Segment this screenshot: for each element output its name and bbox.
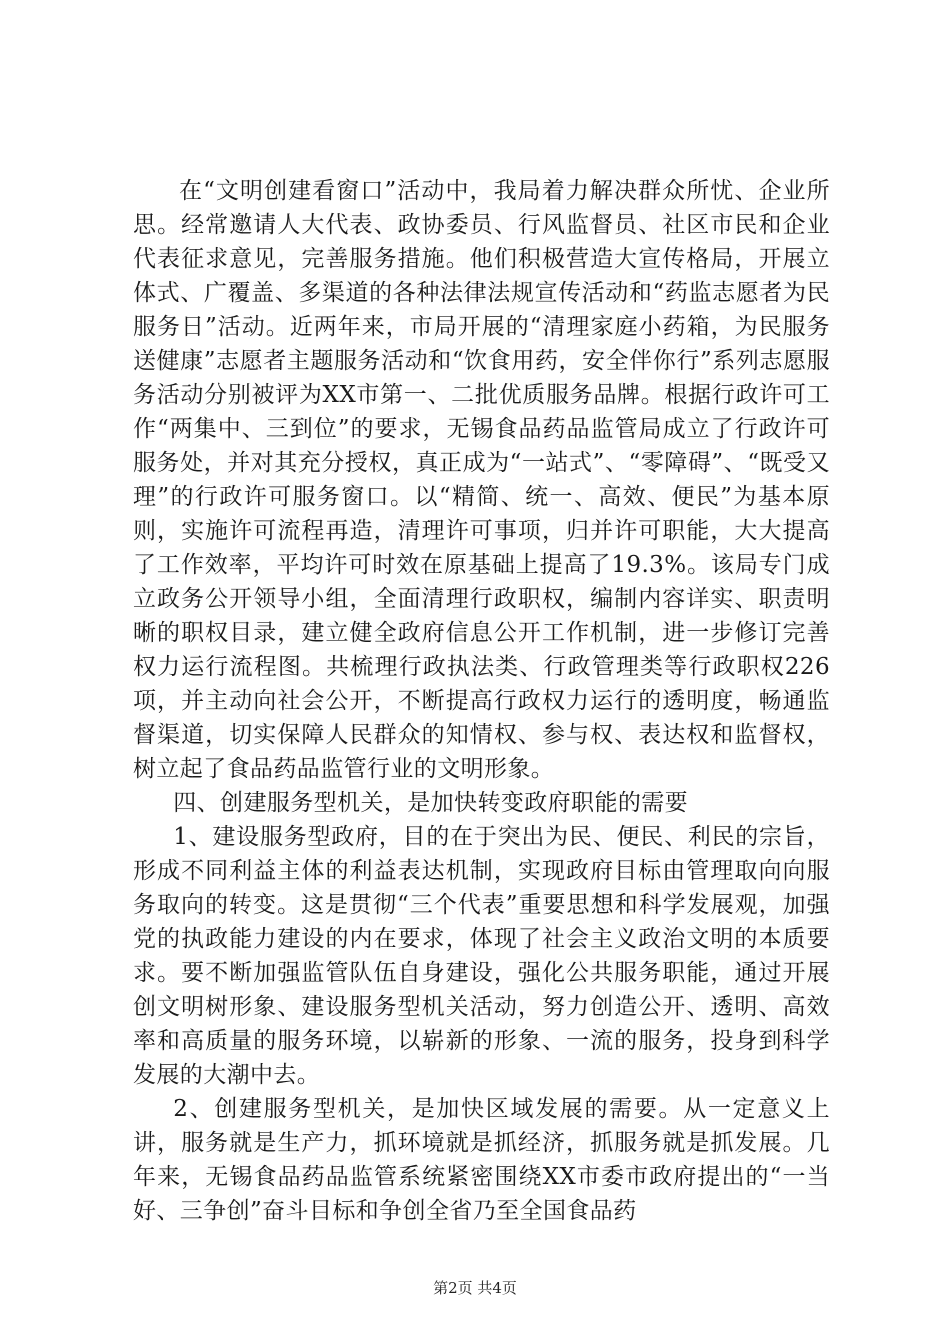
paragraph-window-campaign: 在“文明创建看窗口”活动中，我局着力解决群众所忧、企业所思。经常邀请人大代表、政协委员、行风监督员、社区市民和企业代表征求意见，完善服务措施。他们积极营造大宣传格局，开展立体式、广覆盖、多渠道的各种法律法规宣传活动和“药监志愿者为民服务日”活动。近两年来，市局开展的“清理家庭小药箱，为民服务送健康”志愿者主题服务活动和“饮食用药，安全伴你行”系列志愿服务活动分别被评为XX市第一、二批优质服务品牌。根据行政许可工作“两集中、三到位”的要求，无锡食品药品监管局成立了行政许可服务处，并对其充分授权，真正成为“一站式”、“零障碍”、“既受又理”的行政许可服务窗口。以“精简、统一、高效、便民”为基本原则，实施许可流程再造，清理许可事项，归并许可职能，大大提高了工作效率，平均许可时效在原基础上提高了19.3%。该局专门成立政务公开领导小组，全面清理行政职权，编制内容详实、职责明晰的职权目录，建立健全政府信息公开工作机制，进一步修订完善权力运行流程图。共梳理行政执法类、行政管理类等行政职权226项，并主动向社会公开，不断提高行政权力运行的透明度，畅通监督渠道，切实保障人民群众的知情权、参与权、表达权和监督权，树立起了食品药品监管行业的文明形象。 [133, 178, 830, 782]
page-number-footer: 第2页 共4页 [433, 1279, 517, 1297]
paragraph-point-one: 1、建设服务型政府，目的在于突出为民、便民、利民的宗旨，形成不同利益主体的利益表达机制，实现政府目标由管理取向向服务取向的转变。这是贯彻“三个代表”重要思想和科学发展观，加强党的执政能力建设的内在要求，体现了社会主义政治文明的本质要求。要不断加强监管队伍自身建设，强化公共服务职能，通过开展创文明树形象、建设服务型机关活动，努力创造公开、透明、高效率和高质量的服务环境，以崭新的形象、一流的服务，投身到科学发展的大潮中去。 [133, 824, 830, 1088]
document-body [133, 174, 830, 1228]
section-heading-four: 四、创建服务型机关，是加快转变政府职能的需要 [173, 790, 689, 816]
paragraph-point-two: 2、创建服务型机关，是加快区域发展的需要。从一定意义上讲，服务就是生产力，抓环境就是抓经济，抓服务就是抓发展。几年来，无锡食品药品监管系统紧密围绕XX市委市政府提出的“一当好、三争创”奋斗目标和争创全省乃至全国食品药 [133, 1096, 830, 1224]
